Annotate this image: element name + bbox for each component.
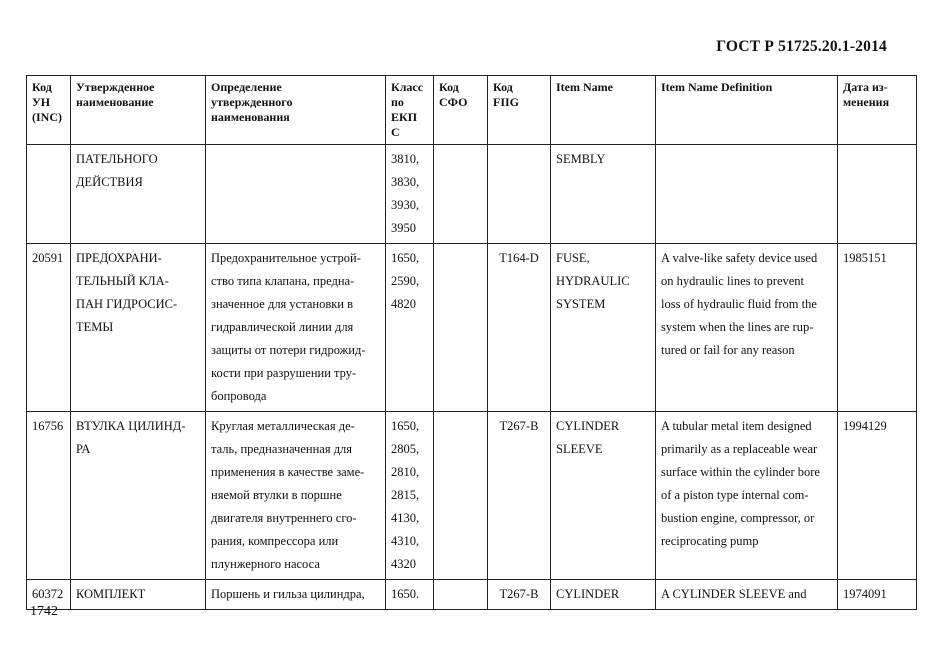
- header-name-definition: [206, 76, 386, 145]
- document-standard-title: ГОСТ Р 51725.20.1-2014: [716, 38, 887, 55]
- cell-text-line: КОМПЛЕКТ: [76, 587, 146, 601]
- cell-code: [27, 244, 71, 412]
- cell-item-definition: [656, 580, 838, 610]
- cell-code: [27, 412, 71, 580]
- cell-class: [386, 244, 434, 412]
- cell-text-line: CYLINDER: [556, 587, 620, 601]
- cell-text-line: плунжерного насоса: [211, 557, 320, 571]
- header-text-line: Дата из-: [843, 80, 888, 94]
- cell-text-line: ВТУЛКА ЦИЛИНД-: [76, 419, 186, 433]
- cell-fiig: [488, 145, 551, 244]
- table-row: [27, 145, 917, 244]
- table-row: [27, 412, 917, 580]
- cell-text-line: 3830,: [391, 175, 420, 189]
- cell-definition: [206, 412, 386, 580]
- header-text-line: УН: [32, 95, 51, 109]
- cell-definition: [206, 244, 386, 412]
- cell-text-line: 60372: [32, 587, 64, 601]
- cell-definition: [206, 145, 386, 244]
- cell-text-line: tured or fail for any reason: [661, 343, 795, 357]
- cell-name: [71, 580, 206, 610]
- cell-fiig: [488, 244, 551, 412]
- cell-text-line: A CYLINDER SLEEVE and: [661, 587, 807, 601]
- cell-text-line: ДЕЙСТВИЯ: [76, 175, 143, 189]
- header-text-line: наименования: [211, 110, 290, 124]
- cell-text-line: бопровода: [211, 389, 267, 403]
- cell-text-line: ТЕЛЬНЫЙ КЛА-: [76, 274, 169, 288]
- table-header-row: [27, 76, 917, 145]
- header-text-line: Код: [493, 80, 513, 94]
- cell-text-line: 3930,: [391, 198, 420, 212]
- header-text-line: Код: [32, 80, 52, 94]
- cell-text-line: T164-D: [499, 251, 539, 265]
- cell-name: [71, 412, 206, 580]
- cell-text-line: Поршень и гильза цилиндра,: [211, 587, 365, 601]
- cell-text-line: 2815,: [391, 488, 420, 502]
- cell-text-line: T267-B: [499, 419, 539, 433]
- cell-text-line: 3950: [391, 221, 416, 235]
- header-approved-name: [71, 76, 206, 145]
- cell-text-line: кости при разрушении тру-: [211, 366, 357, 380]
- cell-code: [27, 145, 71, 244]
- cell-sfo: [434, 412, 488, 580]
- cell-text-line: 1985151: [843, 251, 887, 265]
- table-body: [27, 145, 917, 610]
- cell-text-line: Предохранительное устрой-: [211, 251, 361, 265]
- header-text-line: Определение: [211, 80, 282, 94]
- cell-text-line: 1650,: [391, 419, 420, 433]
- cell-text-line: значенное для установки в: [211, 297, 354, 311]
- header-code-fiig: [488, 76, 551, 145]
- catalog-table: [26, 75, 917, 610]
- cell-text-line: 1974091: [843, 587, 887, 601]
- cell-text-line: рания, компрессора или: [211, 534, 339, 548]
- header-text-line: утвержденного: [211, 95, 293, 109]
- header-code-sfo: [434, 76, 488, 145]
- cell-item-name: [551, 580, 656, 610]
- header-item-name: [551, 76, 656, 145]
- cell-text-line: 2590,: [391, 274, 420, 288]
- cell-date: [838, 580, 917, 610]
- header-text-line: Класс: [391, 80, 424, 94]
- cell-definition: [206, 580, 386, 610]
- cell-text-line: CYLINDER: [556, 419, 620, 433]
- cell-text-line: 2810,: [391, 465, 420, 479]
- cell-text-line: 3810,: [391, 152, 420, 166]
- header-text-line: менения: [843, 95, 890, 109]
- cell-text-line: 2805,: [391, 442, 420, 456]
- cell-class: [386, 412, 434, 580]
- cell-name: [71, 145, 206, 244]
- cell-date: [838, 412, 917, 580]
- header-text-line: СФО: [439, 95, 468, 109]
- cell-text-line: SYSTEM: [556, 297, 606, 311]
- cell-text-line: 20591: [32, 251, 64, 265]
- table-row: [27, 580, 917, 610]
- cell-text-line: 1650.: [391, 587, 420, 601]
- cell-text-line: FUSE,: [556, 251, 590, 265]
- cell-text-line: 4130,: [391, 511, 420, 525]
- cell-text-line: ТЕМЫ: [76, 320, 114, 334]
- cell-text-line: system when the lines are rup-: [661, 320, 814, 334]
- cell-text-line: Круглая металлическая де-: [211, 419, 355, 433]
- header-text-line: наименование: [76, 95, 154, 109]
- cell-text-line: 4310,: [391, 534, 420, 548]
- cell-item-name: [551, 145, 656, 244]
- cell-date: [838, 145, 917, 244]
- cell-sfo: [434, 580, 488, 610]
- cell-item-definition: [656, 244, 838, 412]
- header-text-line: Item Name: [556, 80, 613, 94]
- header-item-name-definition: [656, 76, 838, 145]
- cell-name: [71, 244, 206, 412]
- cell-text-line: 1994129: [843, 419, 887, 433]
- header-code-inc: [27, 76, 71, 145]
- cell-fiig: [488, 580, 551, 610]
- header-text-line: ЕКП: [391, 110, 418, 124]
- cell-text-line: 16756: [32, 419, 64, 433]
- cell-class: [386, 145, 434, 244]
- cell-text-line: on hydraulic lines to prevent: [661, 274, 805, 288]
- cell-text-line: A valve-like safety device used: [661, 251, 818, 265]
- cell-sfo: [434, 244, 488, 412]
- cell-text-line: SLEEVE: [556, 442, 603, 456]
- cell-text-line: of a piston type internal com-: [661, 488, 809, 502]
- cell-item-name: [551, 244, 656, 412]
- header-class-ekps: [386, 76, 434, 145]
- cell-item-definition: [656, 145, 838, 244]
- table-row: [27, 244, 917, 412]
- cell-text-line: loss of hydraulic fluid from the: [661, 297, 817, 311]
- cell-text-line: РА: [76, 442, 91, 456]
- cell-text-line: HYDRAULIC: [556, 274, 630, 288]
- cell-text-line: reciprocating pump: [661, 534, 759, 548]
- header-text-line: С: [391, 125, 400, 139]
- header-text-line: Код: [439, 80, 459, 94]
- cell-fiig: [488, 412, 551, 580]
- header-text-line: Утвержденное: [76, 80, 155, 94]
- cell-sfo: [434, 145, 488, 244]
- cell-text-line: ПРЕДОХРАНИ-: [76, 251, 162, 265]
- header-text-line: FIIG: [493, 95, 520, 109]
- cell-text-line: primarily as a replaceable wear: [661, 442, 818, 456]
- cell-text-line: гидравлической линии для: [211, 320, 354, 334]
- cell-text-line: применения в качестве заме-: [211, 465, 365, 479]
- header-text-line: (INC): [32, 110, 62, 124]
- page-number: 1742: [30, 604, 58, 619]
- cell-text-line: 1650,: [391, 251, 420, 265]
- cell-text-line: ПАТЕЛЬНОГО: [76, 152, 158, 166]
- cell-text-line: SEMBLY: [556, 152, 606, 166]
- cell-text-line: 4320: [391, 557, 416, 571]
- cell-text-line: A tubular metal item designed: [661, 419, 812, 433]
- cell-class: [386, 580, 434, 610]
- header-change-date: [838, 76, 917, 145]
- cell-text-line: 4820: [391, 297, 416, 311]
- cell-text-line: двигателя внутреннего сго-: [211, 511, 357, 525]
- cell-text-line: surface within the cylinder bore: [661, 465, 820, 479]
- cell-item-name: [551, 412, 656, 580]
- cell-text-line: няемой втулки в поршне: [211, 488, 342, 502]
- cell-text-line: защиты от потери гидрожид-: [211, 343, 366, 357]
- header-text-line: по: [391, 95, 404, 109]
- cell-text-line: таль, предназначенная для: [211, 442, 353, 456]
- header-text-line: Item Name Definition: [661, 80, 773, 94]
- cell-text-line: T267-B: [499, 587, 539, 601]
- cell-date: [838, 244, 917, 412]
- cell-text-line: ПАН ГИДРОСИС-: [76, 297, 178, 311]
- cell-text-line: bustion engine, compressor, or: [661, 511, 815, 525]
- cell-item-definition: [656, 412, 838, 580]
- cell-text-line: ство типа клапана, предна-: [211, 274, 355, 288]
